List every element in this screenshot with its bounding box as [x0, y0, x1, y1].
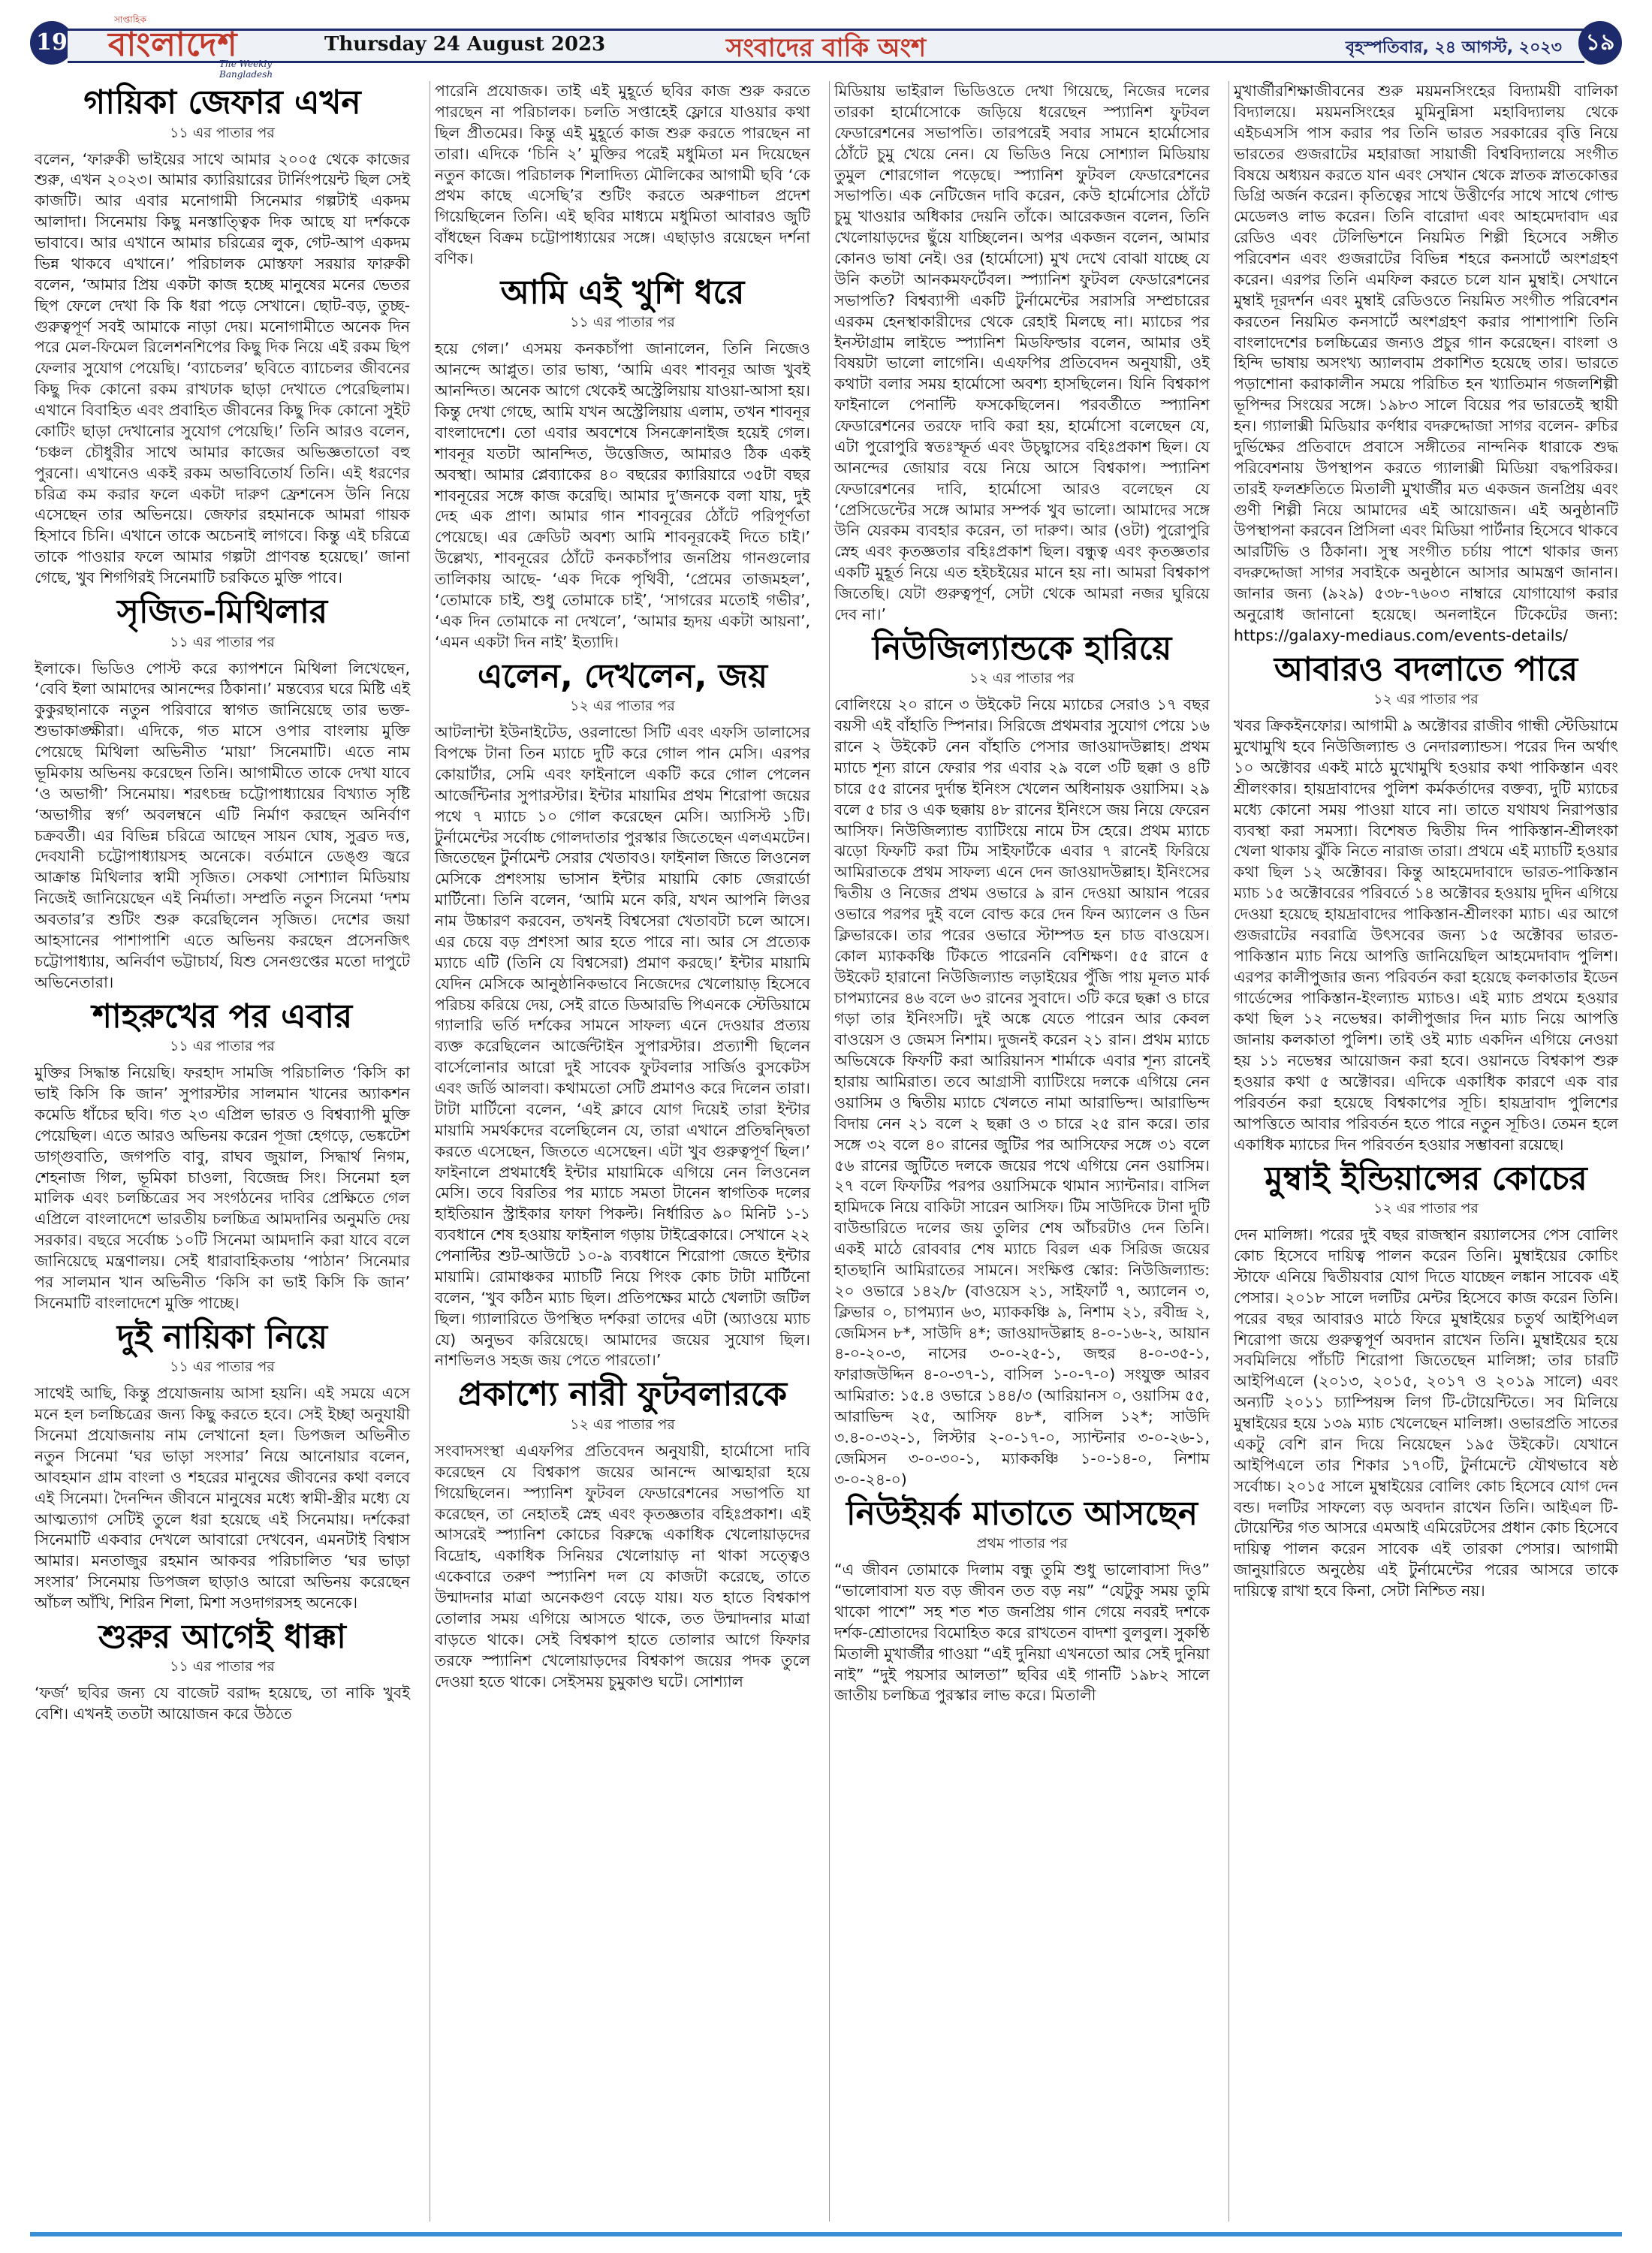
article-continued — [435, 81, 810, 270]
article-headline: আবারও বদলাতে পারে — [1274, 650, 1578, 689]
continuation-note: ১১ এর পাতার পর — [170, 1359, 275, 1376]
article — [435, 658, 810, 1372]
article-body: সংবাদসংস্থা এএফপির প্রতিবেদন অনুযায়ী, হার্মোসো দাবি করেছেন যে বিশ্বকাপ জয়ের আনন্দে আত্মহারা হয়ে গিয়েছিলেন। স্প্যানিশ ফুটবল ফেডারেশনের সভাপতি যা করেছেন, তা নেহাতই স্নেহ এবং কৃতজ্ঞতার বহিঃপ্রকাশ। এই আসরেই স্প্যানিশ কোচের বিরুদ্ধে একাধিক খেলোয়াড়দের বিদ্রোহ, একাধিক সিনিয়র খেলোয়াড় না থাকা সত্ত্বেও একেবারে তরুণ স্প্যানিশ দল যে কাজটা করেছে, তাতে উন্মাদনার মাত্রা অনেকগুণ বেড়ে যায়। যত হাতে বিশ্বকাপ তোলার সময় এগিয়ে আসতে থাকে, তত উন্মাদনার মাত্রা বাড়তে থাকে। সেই বিশ্বকাপ হাতে তোলার আগে ফিফার তরফে স্প্যানিশ খেলোয়াড়দের বিশ্বকাপ জয়ের পদক তুলে দেওয়া হতে থাকে। সেইসময় চুমুকাণ্ড ঘটে। সোশ্যাল — [435, 1441, 810, 1691]
article-headline: আমি এই খুশি ধরে — [500, 273, 745, 312]
article — [35, 593, 410, 994]
article-headline: গায়িকা জেফার এখন — [83, 83, 361, 122]
article — [35, 84, 410, 589]
article-headline: শাহরুখের পর এবার — [92, 997, 353, 1036]
article-body: মুক্তির সিদ্ধান্ত নিয়েছি। ফরহাদ সামজি পরিচালিত ‘কিসি কা ভাই কিসি কি জান’ সুপারস্টার সালমান খানের অ্যাকশন কমেডি ধাঁচের ছবি। গত ২৩ এপ্রিল ভারত ও বিশ্বব্যাপী মুক্তি পেয়েছিল। এতে আরও অভিনয় করেন পূজা হেগড়ে, ভেঙ্কটেশ ডাগ্গুবাতি, জগপতি বাবু, রাঘব জুয়াল, সিদ্ধার্থ নিগম, শেহনাজ গিল, ভূমিকা চাওলা, বিজেন্দ্র সিং। সিনেমা হল মালিক এবং চলচ্চিত্রের সব সংগঠনের দাবির প্রেক্ষিতে গেল এপ্রিলে বাংলাদেশে ভারতীয় চলচ্চিত্র আমদানির অনুমতি দেয় সরকার। বছরে সর্বোচ্চ ১০টি সিনেমা আমদানি করা যাবে বলে জানিয়েছে মন্ত্রণালয়। সেই ধারাবাহিকতায় ‘পাঠান’ সিনেমার পর সালমান খান অভিনীত ‘কিসি কা ভাই কিসি কি জান’ সিনেমাটি বাংলাদেশে মুক্তি পাচ্ছে। — [35, 1063, 410, 1312]
footer-rule — [30, 2232, 1622, 2236]
article-body: ইলাকে। ভিডিও পোস্ট করে ক্যাপশনে মিথিলা লিখেছেন, ‘বেবি ইলা আমাদের আনন্দের ঠিকানা।’ মন্তব্যের ঘরে মিষ্টি এই কুকুরছানাকে নতুন পরিবারে স্বাগত জানিয়েছে তার ভক্ত-শুভাকাঙ্ক্ষীরা। এদিকে, গত মাসে ওপার বাংলায় মুক্তি পেয়েছে মিথিলা অভিনীত ‘মায়া’ সিনেমাটি। এতে নাম ভূমিকায় অভিনয় করেছেন তিনি। আগামীতে তাকে দেখা যাবে ‘ও অভাগী’ সিনেমায়। শরৎচন্দ্র চট্টোপাধ্যায়ের বিখ্যাত সৃষ্টি ‘অভাগীর স্বর্গ’ অবলম্বনে এটি নির্মাণ করছেন অনির্বাণ চক্রবর্তী। এর বিভিন্ন চরিত্রে আছেন সায়ন ঘোষ, সুব্রত দত্ত, দেবযানী চট্টোপাধ্যায়সহ অনেকে। বর্তমানে ডেঙ্গু জ্বরে আক্রান্ত মিথিলার স্বামী সৃজিত। সেকথা সোশ্যাল মিডিয়ায় নিজেই জানিয়েছেন এই নির্মাতা। সম্প্রতি নতুন সিনেমা ‘দশম অবতার’র শুটিং শুরু করেছিলেন সৃজিত। দেশের জয়া আহসানের পাশাপাশি এতে অভিনয় করছেন প্রসেনজিৎ চট্টোপাধ্যায়, অনির্বাণ ভট্টাচার্য, যিশু সেনগুপ্তের মতো দাপুটে অভিনেতারা। — [35, 659, 411, 991]
page-number-right: ১৯ — [1578, 21, 1622, 65]
article — [435, 1376, 810, 1692]
article-body: আটলান্টা ইউনাইটেড, ওরলান্ডো সিটি এবং এফসি ডালাসের বিপক্ষে টানা তিন ম্যাচে দুটি করে গোল পান মেসি। এরপর কোয়ার্টার, সেমি এবং ফাইনালে একটি করে গোল পেলেন আর্জেন্টিনার সুপারস্টার। ইন্টার মায়ামির প্রথম শিরোপা জয়ের পথে ৭ ম্যাচে ১০ গোল করেছেন মেসি। অ্যাসিস্ট ১টি। টুর্নামেন্টের সর্বোচ্চ গোলদাতার পুরস্কার জিতেছেন এলএমটেন। জিতেছেন টুর্নামেন্ট সেরার খেতাবও। ফাইনাল জিতে লিওনেল মেসিকে প্রশংসায় ভাসান ইন্টার মায়ামি কোচ জেরার্ডো মার্টিনো। তিনি বলেন, ‘আমি মনে করি, যখন আপনি লিওর নাম উচ্চারণ করবেন, তখনই বিশ্বসেরা খেতাবটা চলে আসে। এর চেয়ে বড় প্রশংসা আর হতে পারে না। আর সে প্রত্যেক ম্যাচে এটি (তিনি যে বিশ্বসেরা) প্রমাণ করছে।’ ইন্টার মায়ামি যেদিন মেসিকে আনুষ্ঠানিকভাবে নিজেদের খেলোয়াড় হিসেবে পরিচয় করিয়ে দেয়, সেই রাতে ডিআরভি পিএনকে স্টেডিয়ামে গ্যালারি ভর্তি দর্শকের সামনে সাফল্য এনে দেওয়ার প্রত্যয় ব্যক্ত করেছিলেন আর্জেন্টাইন সুপারস্টার। প্রত্যাশী ছিলেন বার্সেলোনার আরো দুই সাবেক ফুটবলার সার্জিও বুসকেটস এবং জর্ডি আলবা। কথামতো সেটি প্রমাণও করে দিলেন তারা। টাটা মার্টিনো বলেন, ‘এই ক্লাবে যোগ দিয়েই তারা ইন্টার মায়ামি সমর্থকদের বলেছিলেন যে, তারা এখানে প্রতিদ্বন্দ্বিতা করতে এসেছেন, জিততে এসেছেন। এটা খুব গুরুত্বপূর্ণ ছিল।’ ফাইনালে প্রথমার্ধেই ইন্টার মায়ামিকে এগিয়ে নেন লিওনেল মেসি। তবে বিরতির পর ম্যাচে সমতা টানেন স্বাগতিক দলের হাইতিয়ান স্ট্রাইকার ফাফা পিকল্ট। নির্ধারিত ৯০ মিনিট ১-১ ব্যবধানে শেষ হওয়ায় ফাইনাল গড়ায় টাইব্রেকারে। সেখানে ২২ পেনাল্টির শুট-আউটে ১০-৯ ব্যবধানে শিরোপা জেতে ইন্টার মায়ামি। রোমাঞ্চকর ম্যাচটি নিয়ে পিংক কোচ টাটা মার্টিনো বলেন, ‘খুব কঠিন ম্যাচ ছিল। প্রতিপক্ষের মাঠে খেলাটা জটিল ছিল। গ্যালারিতে উপস্থিত দর্শকরা তাদের এটা (অ্যাওয়ে ম্যাচ যে) অনুভব করিয়েছে। আমাদের জয়ের সুযোগ ছিল। নাশভিলও সহজ জয় পেতে পারতো।’ — [435, 723, 810, 1370]
article-body: মুখার্জীরশিক্ষাজীবনের শুরু ময়মনসিংহের বিদ্যাময়ী বালিকা বিদ্যালয়ে। ময়মনসিংহের মুমিনুন্নিসা মহাবিদ্যালয় থেকে এইচএসসি পাস করার পর তিনি ভারত সরকারের বৃত্তি নিয়ে ভারতের গুজরাটের মহারাজা সায়াজী বিশ্ববিদ্যালয়ে সংগীত বিষয়ে অধ্যয়ন করতে যান এবং সেখান থেকে স্নাতক স্নাতকোত্তর ডিগ্রি অর্জন করেন। কৃতিত্বের সাথে উত্তীর্ণের সাথে সাথে গোল্ড মেডেলও লাভ করেন। তিনি বারোদা এবং আহমেদাবাদ এর রেডিও এবং টেলিভিশনে নিয়মিত শিল্পী হিসেবে সঙ্গীত পরিবেশন এবং গুজরাটের বিভিন্ন শহরে কনসার্টে অংশগ্রহণ করেন। এরপর তিনি এমফিল করতে চলে যান মুম্বাই। সেখানে মুম্বাই দূরদর্শন এবং মুম্বাই রেডিওতে নিয়মিত সংগীত পরিবেশন করতেন নিয়মিত কনসার্টে অংশগ্রহণ করার পাশাপাশি তিনি বাংলাদেশের চলচ্চিত্রের জন্যও প্রচুর গান করেছেন। বাংলা ও হিন্দি ভাষায় অসংখ্য অ্যালবাম প্রকাশিত হয়েছে তার। ভারতে পড়াশোনা করাকালীন সময়ে পরিচিত হন খ্যাতিমান গজলশিল্পী ভূপিন্দর সিংয়ের সঙ্গে। ১৯৮৩ সালে বিয়ের পর ভারতেই স্থায়ী হন। গ্যালাক্সী মিডিয়ার কর্ণধার বদরুদ্দোজা সাগর বলেন- রুচির দুর্ভিক্ষের প্রতিবাদে প্রবাসে সঙ্গীতের নান্দনিক ধারাকে শুদ্ধ পরিবেশনায় উপস্থাপন করতে গ্যালাক্সী মিডিয়া বদ্ধপরিকর। তারই ফলশ্রুতিতে মিতালী মুখার্জীর মত একজন জনপ্রিয় এবং গুণী শিল্পী নিয়ে আমাদের এই আয়োজন। এই অনুষ্ঠানটি উপস্থাপনা করবেন প্রিসিলা এবং মিডিয়া পার্টনার হিসেবে থাকবে আরটিভি ও ঠিকানা। সুস্থ সংগীত চর্চায় পাশে থাকার জন্য বদরুদ্দোজা সাগর সবাইকে অনুষ্ঠানে আসার আমন্ত্রণ জানান। জানার জন্য (৯২৯) ৫৩৮-৭৬০৩ নাম্বারে যোগাযোগ করার অনুরোধ জানানো হয়েছে। অনলাইনে টিকেটের জন্য: https://galaxy-mediaus.com/events-details/ — [1234, 82, 1618, 644]
article-headline: মুম্বাই ইন্ডিয়ান্সের কোচের — [1265, 1159, 1587, 1198]
article-body: “এ জীবন তোমাকে দিলাম বন্ধু তুমি শুধু ভালোবাসা দিও” “ভালোবাসা যত বড় জীবন তত বড় নয়” “যেটুকু সময় তুমি থাকো পাশে” সহ শত শত জনপ্রিয় গান গেয়ে নবরই দশকে দর্শক-শ্রোতাদের বিমোহিত করে রাখতেন বাদশা বুলবুল। সুকণ্ঠি মিতালী মুখার্জীর গাওয়া “এই দুনিয়া এখনতো আর সেই দুনিয়া নাই” “দুই পয়সার আলতা” ছবির এই গানটি ১৯৮২ সালে জাতীয় চলচ্চিত্র পুরস্কার লাভ করে। মিতালী — [834, 1561, 1210, 1705]
article-continued — [834, 81, 1210, 626]
continuation-note: ১১ এর পাতার পর — [170, 1038, 275, 1055]
column-4 — [1228, 81, 1623, 2221]
continuation-note: ১২ এর পাতার পর — [1373, 1200, 1479, 1217]
article-continued — [1234, 81, 1618, 647]
continuation-note: ১২ এর পাতার পর — [969, 670, 1075, 687]
column-1 — [30, 81, 415, 2221]
logo-weekly-label: সাপ্তাহিক — [114, 14, 146, 25]
logo-subtitle: The Weekly Bangladesh — [219, 59, 273, 80]
article — [1234, 1160, 1618, 1602]
article — [35, 1319, 410, 1614]
article-headline: শুরুর আগেই ধাক্কা — [98, 1617, 346, 1656]
article-body: পারেনি প্রযোজক। তাই এই মুহূর্তে ছবির কাজ শুরু করতে পারছেন না পরিচালক। চলতি সপ্তাহেই ফ্লোরে যাওয়ার কথা ছিল প্রীতমের। কিন্তু এই মুহূর্তে কাজ শুরু করতে পারছেন না তারা। এদিকে ‘চিনি ২’ মুক্তির পরেই মধুমিতা মন দিয়েছেন নতুন কাজে। পরিচালক শিলাদিত্য মৌলিকের আগামী ছবি ‘কে প্রথম কাছে এসেছি’র শুটিং করতে অরুণাচল প্রদেশ গিয়েছিলেন তিনি। এই ছবির মাধ্যমে মধুমিতা আবারও জুটি বাঁধছেন বিক্রম চট্টোপাধ্যায়ের সঙ্গে। এছাড়াও রয়েছেন দর্শনা বণিক। — [435, 82, 810, 267]
continuation-note: ১২ এর পাতার পর — [570, 698, 675, 715]
continuation-note: ১১ এর পাতার পর — [170, 124, 275, 141]
article-body: হয়ে গেল।’ এসময় কনকচাঁপা জানালেন, তিনি নিজেও আনন্দে আপ্লুত। তার ভাষ্য, ‘আমি এবং শাবনূর আজ খুবই আনন্দিত। অনেক আগে থেকেই অস্ট্রেলিয়ায় যাওয়া-আসা হয়। কিন্তু দেখা গেছে, আমি যখন অস্ট্রেলিয়ায় এলাম, তখন শাবনূর বাংলাদেশে। তো এবার অবশেষে সিনক্রোনাইজ হয়েই গেল। শাবনূর যতটা আনন্দিত, উত্তেজিত, আমারও ঠিক একই অবস্থা। আমার প্লেব্যাকের ৪০ বছরের ক্যারিয়ারে ৩৫টা বছর শাবনূরের সঙ্গে কাজ করেছি। আমার দু’জনকে বলা যায়, দুই দেহ এক প্রাণ। আমার গান শাবনূরের ঠোঁটে পরিপূর্ণতা পেয়েছে। এর ক্রেডিট অবশ্য আমি শাবনূরকেই দিতে চাই।’ উল্লেখ্য, শাবনূরের ঠোঁটে কনকচাঁপার জনপ্রিয় গানগুলোর তালিকায় আছে- ‘এক দিকে পৃথিবী, ‘প্রেমের তাজমহল’, ‘তোমাকে চাই, শুধু তোমাকে চাই’, ‘সাগরের মতোই গভীর’, ‘এক দিন তোমাকে না দেখলে’, ‘আমার হৃদয় একটা আয়না’, ‘এমন একটা দিন নাই’ ইত্যাদি। — [435, 339, 810, 651]
continuation-note: ১২ এর পাতার পর — [1373, 691, 1479, 708]
article — [1234, 651, 1618, 1156]
article-body: খবর ক্রিকইনফোর। আগামী ৯ অক্টোবর রাজীব গান্ধী স্টেডিয়ামে মুখোমুখি হবে নিউজিল্যান্ড ও নেদারল্যান্ডস। পরের দিন অর্থাৎ ১০ অক্টোবর একই মাঠে মুখোমুখি হওয়ার কথা পাকিস্তান এবং শ্রীলংকার। হায়দ্রাবাদের পুলিশ কর্মকর্তাদের বক্তব্য, দুটি ম্যাচের মধ্যে কোনো সময় পাওয়া যাবে না। তাতে যথাযথ নিরাপত্তার ব্যবস্থা করা সমস্যা। বিশেষত দ্বিতীয় দিন পাকিস্তান-শ্রীলংকা খেলা থাকায় ঝুঁকি নিতে নারাজ তারা। প্রথমে এই ম্যাচটি হওয়ার কথা ছিল ১২ অক্টোবর। কিন্তু আহমেদাবাদে ভারত-পাকিস্তান ম্যাচ ১৫ অক্টোবরের পরিবর্তে ১৪ অক্টোবর হওয়ায় দুদিন এগিয়ে দেওয়া হয়েছে হায়দ্রাবাদের পাকিস্তান-শ্রীলংকা ম্যাচ। এর আগে গুজরাটের নবরাত্রি উৎসবের জন্য ১৫ অক্টোবর ভারত-পাকিস্তান ম্যাচ নিয়ে আপত্তি জানিয়েছিল আহমেদাবাদ পুলিশ। এরপর কালীপুজার জন্য পরিবর্তন করা হয়েছে কলকাতার ইডেন গার্ডেন্সের পাকিস্তান-ইংল্যান্ড ম্যাচও। এই ম্যাচ প্রথমে হওয়ার কথা ছিল ১২ নভেম্বর। কালীপুজার দিন ম্যাচ নিয়ে আপত্তি জানায় কলকাতা পুলিশ। তাই ওই ম্যাচ একদিন এগিয়ে নেওয়া হয় ১১ নভেম্বর আয়োজন করা হবে। ওয়ানডে বিশ্বকাপ শুরু হওয়ার কথা ৫ অক্টোবর। এদিকে একাধিক কারণে এক বার পরিবর্তন করা হয়েছে বিশ্বকাপের সূচি। হায়দ্রাবাদ পুলিশের আপত্তিতে আবার পরিবর্তন হতে পারে নতুন সূচিও। তেমন হলে একাধিক ম্যাচের দিন পরিবর্তন হওয়ার সম্ভাবনা রয়েছে। — [1234, 716, 1618, 1154]
article-columns — [30, 81, 1622, 2221]
article-headline: নিউইয়র্ক মাতাতে আসছেন — [846, 1494, 1198, 1533]
continuation-note: প্রথম পাতার পর — [976, 1535, 1068, 1552]
article-headline: দুই নায়িকা নিয়ে — [116, 1317, 328, 1356]
article — [435, 274, 810, 653]
date-english: Thursday 24 August 2023 — [324, 33, 606, 56]
article — [834, 1495, 1210, 1707]
continuation-note: ১১ এর পাতার পর — [170, 1658, 275, 1675]
column-2 — [430, 81, 815, 2221]
article-headline: প্রকাশ্যে নারী ফুটবলারকে — [457, 1375, 788, 1414]
section-title: সংবাদের বাকি অংশ — [725, 33, 927, 63]
page-number-left: 19 — [30, 21, 74, 65]
article — [35, 998, 410, 1314]
article-body: দেন মালিঙ্গা। পরের দুই বছর রাজস্থান রয়্যালসের পেস বোলিং কোচ হিসেবে দায়িত্ব পালন করেন তিনি। মুম্বাইয়ের কোচিং স্টাফে এনিয়ে দ্বিতীয়বার যোগ দিতে যাচ্ছেন লঙ্কান সাবেক এই পেসার। ২০১৮ সালে দলটির মেন্টর হিসেবে কাজ করেন তিনি। পরের বছর আবারও মাঠে ফিরে মুম্বাইয়ের চতুর্থ আইপিএল শিরোপা জয়ে গুরুত্বপূর্ণ অবদান রাখেন তিনি। মুম্বাইয়ের হয়ে সবমিলিয়ে পাঁচটি শিরোপা জিতেছেন মালিঙ্গা; তার চারটি আইপিএলে (২০১৩, ২০১৫, ২০১৭ ও ২০১৯ সালে) এবং অন্যটি ২০১১ চ্যাম্পিয়ন্স লিগ টি-টোয়েন্টিতে। সব মিলিয়ে মুম্বাইয়ের হয়ে ১৩৯ ম্যাচ খেলেছেন মালিঙ্গা। ওভারপ্রতি সাতের একটু বেশি রান দিয়ে নিয়েছেন ১৯৫ উইকেট। যেখানে আইপিএলে তার শিকার ১৭০টি, টুর্নামেন্টে যৌথভাবে ষষ্ঠ সর্বোচ্চ। ২০১৫ সালে মুম্বাইয়ের বোলিং কোচ হিসেবে যোগ দেন বন্ড। দলটির সাফল্যে বড় অবদান রাখেন তিনি। আইএল টি-টোয়েন্টির গত আসরে এমআই এমিরেটসের প্রধান কোচ হিসেবে দায়িত্ব পালন করেন সাবেক এই তারকা পেসার। আগামী জানুয়ারিতে অনুষ্ঠেয় এই টুর্নামেন্টের পরের আসরে তাকে দায়িত্বে রাখা হবে কিনা, সেটা নিশ্চিত নয়। — [1234, 1226, 1618, 1600]
article — [35, 1618, 410, 1725]
column-3 — [829, 81, 1214, 2221]
continuation-note: ১১ এর পাতার পর — [570, 314, 675, 331]
article — [834, 630, 1210, 1491]
article-headline: নিউজিল্যান্ডকে হারিয়ে — [872, 629, 1172, 668]
article-body: বলেন, ‘ফারুকী ভাইয়ের সাথে আমার ২০০৫ থেকে কাজের শুরু, এখন ২০২৩। আমার ক্যারিয়ারের টার্নিংপয়েন্ট ছিল সেই কাজটি। আর এবার মনোগামী সিনেমার গল্পটাই একদম আলাদা। সিনেমায় কিছু মনস্তাত্ত্বিক দিক আছে যা দর্শককে ভাবাবে। আর এখানে আমার চরিত্রের লুক, গেট-আপ একদম ভিন্ন থাকবে এখানে।’ পরিচালক মোস্তফা সরয়ার ফারুকী বলেন, ‘আমার প্রিয় একটা কাজ হচ্ছে মানুষের মনের ভেতর ছিপ ফেলে দেখা কি কি ধরা পড়ে সেখানে। ছোট-বড়, তুচ্ছ-গুরুত্বপূর্ণ সবই আমাকে নাড়া দেয়। মনোগামীতে অনেক দিন পরে মেল-ফিমেল রিলেশনশিপের কিছু দিক নিয়ে এই রকম ছিপ ফেলার সুযোগ পেয়েছি। ‘ব্যাচেলর’ ছবিতে ব্যাচেলর জীবনের কিছু দিক কোনো রকম রাখঢাক ছাড়া দেখাতে পেরেছিলাম। এখানে বিবাহিত এবং প্রবাহিত জীবনের কিছু দিক কোনো সুইট কোটিং ছাড়া দেখানোর সুযোগ পেয়েছি।’ তিনি আরও বলেন, ‘চঞ্চল চৌধুরীর সাথে আমার কাজের অভিজ্ঞতাতো বহু পুরনো। এখানেও একই রকম অভাবিতোর্য তিনি। এই ধরণের চরিত্র কম করার ফলে একটা দারুণ ফ্রেশনেস উনি নিয়ে এসেছেন তার অভিনয়ে। জেফার রহমানকে আমরা গায়ক হিসাবে চিনি। এখানে তাকে অচেনাই লাগবে। কিন্তু এই চরিত্রে তাকে পাওয়ার ফলে আমার গল্পটা প্রাণবন্ত হয়েছে।’ জানা গেছে, খুব শিগগিরই সিনেমাটি চরকিতে মুক্তি পাবে। — [35, 149, 410, 587]
continuation-note: ১১ এর পাতার পর — [170, 633, 275, 650]
article-headline: সৃজিত-মিথিলার — [116, 592, 328, 631]
article-body: ‘ফর্জ’ ছবির জন্য যে বাজেট বরাদ্দ হয়েছে, তা নাকি খুবই বেশি। এখনই ততটা আয়োজন করে উঠতে — [35, 1684, 410, 1724]
article-body: মিডিয়ায় ভাইরাল ভিডিওতে দেখা গিয়েছে, নিজের দলের তারকা হার্মোসোকে জড়িয়ে ধরেছেন স্প্যানিশ ফুটবল ফেডারেশনের সভাপতি। তারপরেই সবার সামনে হার্মোসোর ঠোঁটে চুমু খেয়ে নেন। যে ভিডিও নিয়ে সোশ্যাল মিডিয়ায় তুমুল শোরগোল পড়েছে। স্প্যানিশ ফুটবল ফেডারেশনের সভাপতি। এক নেটিজেন দাবি করেন, কেউ হার্মোসোর ঠোঁটে চুমু খাওয়ার অধিকার দেয়নি তাঁকে। আরেকজন বলেন, তিনি খেলোয়াড়দের ছুঁয়ে যাচ্ছিলেন। অপর একজন বলেন, আমার কোনও ভাষা নেই। ওর (হার্মোসো) মুখ দেখে বোঝা যাচ্ছে যে উনি কতটা আনকমফর্টেবল। স্প্যানিশ ফুটবল ফেডারেশনের সভাপতি? বিশ্বব্যাপী একটি টুর্নামেন্টের সরাসরি সম্প্রচারের এরকম হেনস্থাকারীদের থেকে রেহাই মিলছে না। ম্যাচের পর ইনস্টাগ্রাম লাইভে স্প্যানিশ মিডফিল্ডার বলেন, আমার ওই বিষয়টা ভালো লাগেনি। এএফপির প্রতিবেদন অনুযায়ী, ওই কথাটা বলার সময় হার্মোসো অবশ্য হাসছিলেন। যিনি বিশ্বকাপ ফাইনালে পেনাল্টি ফসকেছিলেন। পরবর্তীতে স্প্যানিশ ফেডারেশনের তরফে দাবি করা হয়, হার্মোসো বলেছেন যে, এটা পুরোপুরি স্বতঃস্ফূর্ত এবং উচ্ছ্বাসের বহিঃপ্রকাশ ছিল। যে আনন্দের জোয়ার বয়ে নিয়ে আসে বিশ্বকাপ। স্প্যানিশ ফেডারেশনের দাবি, হার্মোসো আরও বলেছেন যে ‘প্রেসিডেন্টের সঙ্গে আমার সম্পর্ক খুব ভালো। আমাদের সঙ্গে উনি যেরকম ব্যবহার করেন, তা দারুণ। আর (ওটা) পুরোপুরি স্নেহ এবং কৃতজ্ঞতার বহিঃপ্রকাশ ছিল। বন্ধুত্ব এবং কৃতজ্ঞতার একটি মুহূর্ত নিয়ে এত হইচইয়ের মানে হয় না। আমরা বিশ্বকাপ জিতেছি। যেটা গুরুত্বপূর্ণ, সেটা থেকে আমরা নজর ঘুরিয়ে দেব না।’ — [834, 82, 1210, 623]
article-body: বোলিংয়ে ২০ রানে ৩ উইকেট নিয়ে ম্যাচের সেরাও ১৭ বছর বয়সী এই বাঁহাতি স্পিনার। সিরিজে প্রথমবার সুযোগ পেয়ে ১৬ রানে ২ উইকেট নেন বাঁহাতি পেসার জাওয়াদউল্লাহ। প্রথম ম্যাচে শূন্য রানে ফেরার পর এবার ২৯ বলে ৩টি ছক্কা ও ৪টি চারে ৫৫ রানের দুর্দান্ত ইনিংস খেলেন অধিনায়ক ওয়াসিম। ২৯ বলে ৫ চার ও এক ছক্কায় ৪৮ রানের ইনিংসে জয় নিয়ে ফেরেন আসিফ। নিউজিল্যান্ড ব্যাটিংয়ে নামে টস হেরে। প্রথম ম্যাচে ঝড়ো ফিফটি করা টিম সাইফার্টকে এবার ৭ রানেই ফিরিয়ে আমিরাতকে প্রথম সাফল্য এনে দেন জাওয়াদউল্লাহ। ইনিংসের দ্বিতীয় ও নিজের প্রথম ওভারে ৯ রান দেওয়া আয়ান পরের ওভারে পরপর দুই বলে বোল্ড করে দেন ফিন অ্যালেন ও ডিন ক্লিভারকে। তার পরের ওভারে স্টাম্পড হন চাড বাওয়েস। কোল ম্যাককঞ্চি টিকতে পারেননি বেশিক্ষণ। ৫৫ রানে ৫ উইকেট হারানো নিউজিল্যান্ড লড়াইয়ের পুঁজি পায় মূলত মার্ক চাপম্যানের ৪৬ বলে ৬৩ রানের সুবাদে। ৩টি করে ছক্কা ও চারে গড়া তার ইনিংসটি। দুই অঙ্কে যেতে পারেন আর কেবল বাওয়েস ও জেমস নিশাম। দুজনই করেন ২১ রান। প্রথম ম্যাচে অভিষেকে ফিফটি করা আরিয়ানস শার্মাকে এবার শূন্য রানেই হারায় আমিরাত। তবে আগ্রাসী ব্যাটিংয়ে দলকে এগিয়ে নেন ওয়াসিম ও দ্বিতীয় ম্যাচে খেলতে নামা আরাভিন্দ। আরাভিন্দ বিদায় নেন ২১ বলে ২ ছক্কা ও ৩ চারে ২৫ রান করে। তার সঙ্গে ৩২ বলে ৪০ রানের জুটির পর আসিফের সঙ্গে ৩১ বলে ৫৬ রানের জুটিতে দলকে জয়ের পথে এগিয়ে নেন ওয়াসিম। ২৭ বলে ফিফটির পরপর ওয়াসিমকে থামান স্যান্টনার। বাসিল হামিদকে নিয়ে বাকিটা সারেন আসিফ। টিম সাউদিকে টানা দুটি বাউন্ডারিতে দলের জয় তুলির শেষ আঁচরটাও দেন তিনি। একই মাঠে রোববার শেষ ম্যাচে বিরল এক সিরিজ জয়ের হাতছানি আমিরাতের সামনে। সংক্ষিপ্ত স্কোর: নিউজিল্যান্ড: ২০ ওভারে ১৪২/৮ (বাওয়েস ২১, সাইফার্ট ৭, অ্যালেন ৩, ক্লিভার ০, চাপম্যান ৬৩, ম্যাককঞ্চি ৯, নিশাম ২১, রবীন্দ্র ২, জেমিসন ৮*, সাউদি ৪*; জাওয়াদউল্লাহ ৪-০-১৬-২, আয়ান ৪-০-২০-৩, নাসের ৩-০-২৫-১, জহুর ৪-০-৩৫-১, ফারাজউদ্দিন ৪-০-৩৭-১, বাসিল ১-০-৭-০) সংযুক্ত আরব আমিরাত: ১৫.৪ ওভারে ১৪৪/৩ (আরিয়ানস ০, ওয়াসিম ৫৫, আরাভিন্দ ২৫, আসিফ ৪৮*, বাসিল ১২*; সাউদি ৩.৪-০-৩২-১, লিস্টার ২-০-১৭-০, স্যান্টনার ৩-০-২৬-১, জেমিসন ৩-০-৩০-১, ম্যাককঞ্চি ১-০-১৪-০, নিশাম ৩-০-২৪-০) — [834, 695, 1210, 1488]
continuation-note: ১২ এর পাতার পর — [570, 1416, 675, 1433]
article-headline: এলেন, দেখলেন, জয় — [477, 656, 768, 695]
article-body: সাথেই আছি, কিন্তু প্রযোজনায় আসা হয়নি। এই সময়ে এসে মনে হল চলচ্চিত্রের জন্য কিছু করতে হবে। সেই ইচ্ছা অনুযায়ী সিনেমা প্রযোজনায় নাম লেখানো হল। ডিপজল অভিনীত নতুন সিনেমা ‘ঘর ভাড়া সংসার’ নিয়ে আনোয়ার বলেন, আবহমান গ্রাম বাংলা ও শহরের মানুষের জীবনের কথা বলবে এই সিনেমা। দৈনন্দিন জীবনে মানুষের মধ্যে স্বামী-স্ত্রীর মধ্যে যে আত্মত্যাগ সেটিই তুলে ধরা হয়েছে এই সিনেমায়। দর্শকেরা সিনেমাটি একবার দেখলে আবারো দেখবেন, এমনটাই বিশ্বাস আমার। মনতাজুর রহমান আকবর পরিচালিত ‘ঘর ভাড়া সংসার’ সিনেমায় ডিপজল ছাড়াও আরো অভিনয় করেছেন আঁচল আঁখি, শিরিন শিলা, মিশা সওদাগরসহ অনেকে। — [35, 1384, 410, 1612]
logo-name: বাংলাদেশ — [108, 26, 238, 64]
date-bengali: বৃহস্পতিবার, ২৪ আগস্ট, ২০২৩ — [1345, 38, 1562, 57]
page-header — [30, 14, 1622, 80]
